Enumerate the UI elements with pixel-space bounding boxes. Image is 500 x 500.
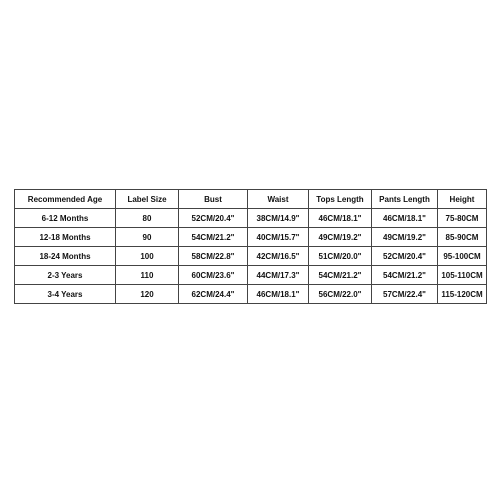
cell-pants-length: 52CM/20.4" [372,247,438,266]
cell-label-size: 90 [116,228,179,247]
table-row [15,228,487,247]
cell-bust: 54CM/21.2" [179,228,248,247]
table-row [15,209,487,228]
cell-waist: 42CM/16.5" [248,247,309,266]
cell-tops-length: 46CM/18.1" [309,209,372,228]
cell-bust: 58CM/22.8" [179,247,248,266]
cell-waist: 38CM/14.9" [248,209,309,228]
header-waist: Waist [248,190,309,209]
cell-bust: 52CM/20.4" [179,209,248,228]
cell-tops-length: 54CM/21.2" [309,266,372,285]
cell-pants-length: 49CM/19.2" [372,228,438,247]
cell-age: 3-4 Years [15,285,116,304]
header-row [15,190,487,209]
table-row [15,247,487,266]
cell-age: 6-12 Months [15,209,116,228]
cell-pants-length: 54CM/21.2" [372,266,438,285]
cell-waist: 40CM/15.7" [248,228,309,247]
cell-pants-length: 57CM/22.4" [372,285,438,304]
cell-age: 18-24 Months [15,247,116,266]
cell-bust: 60CM/23.6" [179,266,248,285]
header-recommended-age: Recommended Age [15,190,116,209]
cell-age: 2-3 Years [15,266,116,285]
cell-label-size: 100 [116,247,179,266]
header-pants-length: Pants Length [372,190,438,209]
cell-tops-length: 49CM/19.2" [309,228,372,247]
cell-height: 95-100CM [438,247,487,266]
size-chart-table [14,189,487,304]
table-row [15,266,487,285]
cell-pants-length: 46CM/18.1" [372,209,438,228]
cell-waist: 46CM/18.1" [248,285,309,304]
header-label-size: Label Size [116,190,179,209]
cell-tops-length: 56CM/22.0" [309,285,372,304]
cell-bust: 62CM/24.4" [179,285,248,304]
header-height: Height [438,190,487,209]
cell-height: 115-120CM [438,285,487,304]
cell-height: 105-110CM [438,266,487,285]
cell-label-size: 110 [116,266,179,285]
header-tops-length: Tops Length [309,190,372,209]
cell-tops-length: 51CM/20.0" [309,247,372,266]
cell-height: 85-90CM [438,228,487,247]
header-bust: Bust [179,190,248,209]
cell-age: 12-18 Months [15,228,116,247]
cell-label-size: 120 [116,285,179,304]
table-row [15,285,487,304]
cell-height: 75-80CM [438,209,487,228]
cell-waist: 44CM/17.3" [248,266,309,285]
cell-label-size: 80 [116,209,179,228]
